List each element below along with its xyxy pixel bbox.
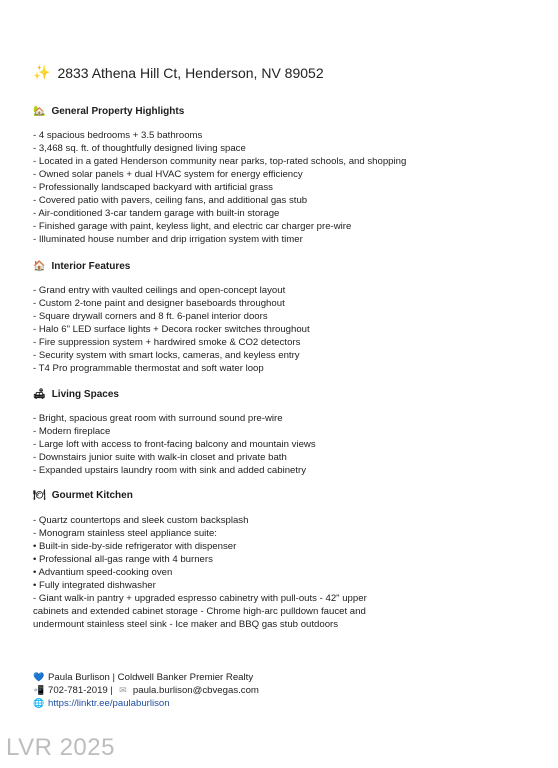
living-list [33,412,316,477]
interior-list [33,284,310,375]
list-item: - Fire suppression system + hardwired smoke & CO2 detectors [33,337,301,348]
web-line [33,697,170,710]
list-item: - Square drywall corners and 8 ft. 6-panel interior doors [33,311,268,322]
list-item: - T4 Pro programmable thermostat and soft water loop [33,363,264,374]
list-item: - Modern fireplace [33,426,111,437]
couch-icon: 🛋 [33,389,46,400]
list-item: - Custom 2-tone paint and designer baseboards throughout [33,298,285,309]
list-item: - Located in a gated Henderson community near parks, top-rated schools, and shopping [33,156,407,167]
section-heading-interior [33,261,130,272]
list-item: - Expanded upstairs laundry room with sink and added cabinetry [33,465,307,476]
sparkles-icon: ✨ [33,64,51,80]
phone-email-line [33,684,259,697]
list-item: - Bright, spacious great room with surround sound pre-wire [33,413,283,424]
list-item: • Built-in side-by-side refrigerator with dispenser [33,541,237,552]
agent-name: Paula Burlison | Coldwell Banker Premier Realty [48,672,254,683]
watermark: LVR 2025 [6,734,115,761]
globe-icon: 🌐 [33,698,45,708]
blue-heart-icon: 💙 [33,672,45,682]
house-garden-icon: 🏡 [33,106,46,117]
list-item: - Covered patio with pavers, ceiling fans, and additional gas stub [33,195,308,206]
listing-address: 2833 Athena Hill Ct, Henderson, NV 89052 [57,64,324,81]
list-item: - Finished garage with paint, keyless light, and electric car charger pre-wire [33,221,352,232]
list-item: • Advantium speed-cooking oven [33,567,173,578]
envelope-icon: ✉ [119,685,127,695]
linktree-link[interactable]: https://linktr.ee/paulaburlison [48,698,170,709]
list-item: - Owned solar panels + dual HVAC system for energy efficiency [33,169,303,180]
section-title: Living Spaces [51,389,119,400]
list-item: - Security system with smart locks, cameras, and keyless entry [33,350,300,361]
list-item: • Fully integrated dishwasher [33,580,156,591]
mobile-phone-icon: 📲 [33,685,45,695]
list-item: - 3,468 sq. ft. of thoughtfully designed living space [33,143,246,154]
list-item: - Large loft with access to front-facing balcony and mountain views [33,439,316,450]
kitchen-list [33,514,248,592]
list-item: - Downstairs junior suite with walk-in closet and private bath [33,452,287,463]
list-item: • Professional all-gas range with 4 burners [33,554,213,565]
list-item: - Grand entry with vaulted ceilings and open-concept layout [33,285,286,296]
list-item: - 4 spacious bedrooms + 3.5 bathrooms [33,130,203,141]
section-heading-kitchen [33,490,133,501]
highlights-list [33,129,406,246]
list-item: - Air-conditioned 3-car tandem garage with built-in storage [33,208,280,219]
email-address[interactable]: paula.burlison@cbvegas.com [132,685,259,696]
list-item: - Quartz countertops and sleek custom backsplash [33,515,249,526]
phone-number[interactable]: 702-781-2019 | [48,685,113,696]
fork-knife-plate-icon: 🍽 [33,490,46,501]
kitchen-paragraph: - Giant walk-in pantry + upgraded espresso cabinetry with pull-outs - 42" upper cabinets and extended cabinet storage - Chrome high-arc pulldown faucet and undermount stainless steel sink - Ice maker and BBQ gas stub outdoors [33,593,367,630]
section-title: Interior Features [51,261,131,272]
section-heading-living [33,389,119,400]
list-item: - Monogram stainless steel appliance suite: [33,528,217,539]
listing-title [33,64,324,81]
section-title: Gourmet Kitchen [51,490,133,501]
list-item: - Illuminated house number and drip irrigation system with timer [33,234,303,245]
section-heading-highlights [33,106,184,117]
house-icon: 🏠 [33,261,46,272]
list-item: - Halo 6" LED surface lights + Decora rocker switches throughout [33,324,310,335]
section-title: General Property Highlights [51,106,185,117]
agent-line [33,671,253,684]
list-item: - Professionally landscaped backyard with artificial grass [33,182,273,193]
